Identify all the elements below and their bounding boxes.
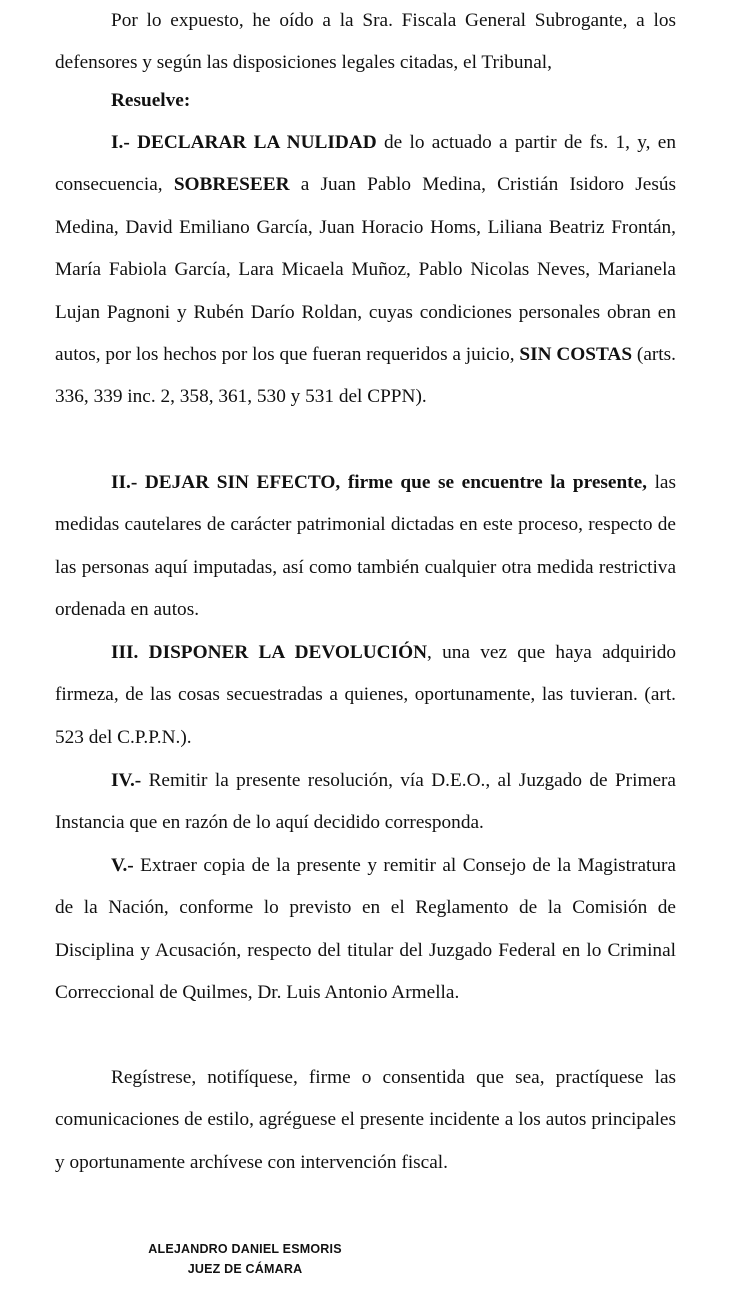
item-4-text: Remitir la presente resolución, vía D.E.O., al Juzgado de Primera Instancia que en razón de lo aquí decidido corresponda. (55, 770, 676, 834)
item-2-numeral: II.- (111, 472, 138, 493)
closing-text: Regístrese, notifíquese, firme o consentida que sea, practíquese las comunicaciones de estilo, agréguese el presente incidente a los autos principales y oportunamente archívese con intervención fiscal. (55, 1067, 676, 1173)
item-1-text-a: de lo actuado a partir de fs. 1, y, en consecuencia, (55, 132, 676, 196)
item-2-text: las medidas cautelares de carácter patrimonial dictadas en este proceso, respecto de las personas aquí imputadas, así como también cualquier otra medida restrictiva ordenada en autos. (55, 472, 676, 621)
resolution-item-3 (55, 632, 676, 759)
resolution-item-5 (55, 845, 676, 1015)
item-5-numeral: V.- (111, 855, 134, 876)
item-1-sin-costas: SIN COSTAS (519, 344, 633, 366)
item-3-numeral: III. (111, 642, 139, 663)
item-4-numeral: IV.- (111, 770, 142, 791)
resolution-item-2 (55, 462, 676, 632)
item-2-heading: DEJAR SIN EFECTO, firme que se encuentre la presente, (144, 472, 647, 493)
resolution-item-4 (55, 760, 676, 845)
closing-paragraph (55, 1057, 676, 1184)
signature-name: ALEJANDRO DANIEL ESMORIS (148, 1242, 342, 1256)
item-1-sobreseer: SOBRESEER (173, 174, 290, 196)
resolution-item-1 (55, 122, 676, 419)
item-1-numeral: I.- (111, 132, 130, 153)
resuelve-label: Resuelve: (111, 90, 191, 111)
item-1-text-e: (arts. 336, 339 inc. 2, 358, 361, 530 y 531 del CPPN). (55, 344, 676, 408)
item-3-heading: DISPONER LA DEVOLUCIÓN (148, 642, 428, 663)
item-1-text-c: a Juan Pablo Medina, Cristián Isidoro Jesús Medina, David Emiliano García, Juan Horacio Homs, Liliana Beatriz Frontán, María Fabiola García, Lara Micaela Muñoz, Pablo Nicolas Neves, Marianela Lujan Pagnoni y Rubén Darío Roldan, cuyas condiciones personales obran en autos, por los hechos por los que fueran requeridos a juicio, (55, 174, 676, 366)
item-1-heading: DECLARAR LA NULIDAD (137, 132, 377, 153)
item-5-text: Extraer copia de la presente y remitir al Consejo de la Magistratura de la Nación, conforme lo previsto en el Reglamento de la Comisión de Disciplina y Acusación, respecto del titular del Juzgado Federal en lo Criminal Correccional de Quilmes, Dr. Luis Antonio Armella. (55, 855, 676, 1004)
intro-text: Por lo expuesto, he oído a la Sra. Fiscala General Subrogante, a los defensores y según las disposiciones legales citadas, el Tribunal, (55, 10, 676, 74)
signature-title: JUEZ DE CÁMARA (187, 1262, 303, 1276)
intro-paragraph (55, 0, 676, 85)
resuelve-heading (55, 80, 676, 122)
item-3-text: , una vez que haya adquirido firmeza, de las cosas secuestradas a quienes, oportunamente, las tuvieran. (art. 523 del C.P.P.N.). (55, 642, 677, 748)
